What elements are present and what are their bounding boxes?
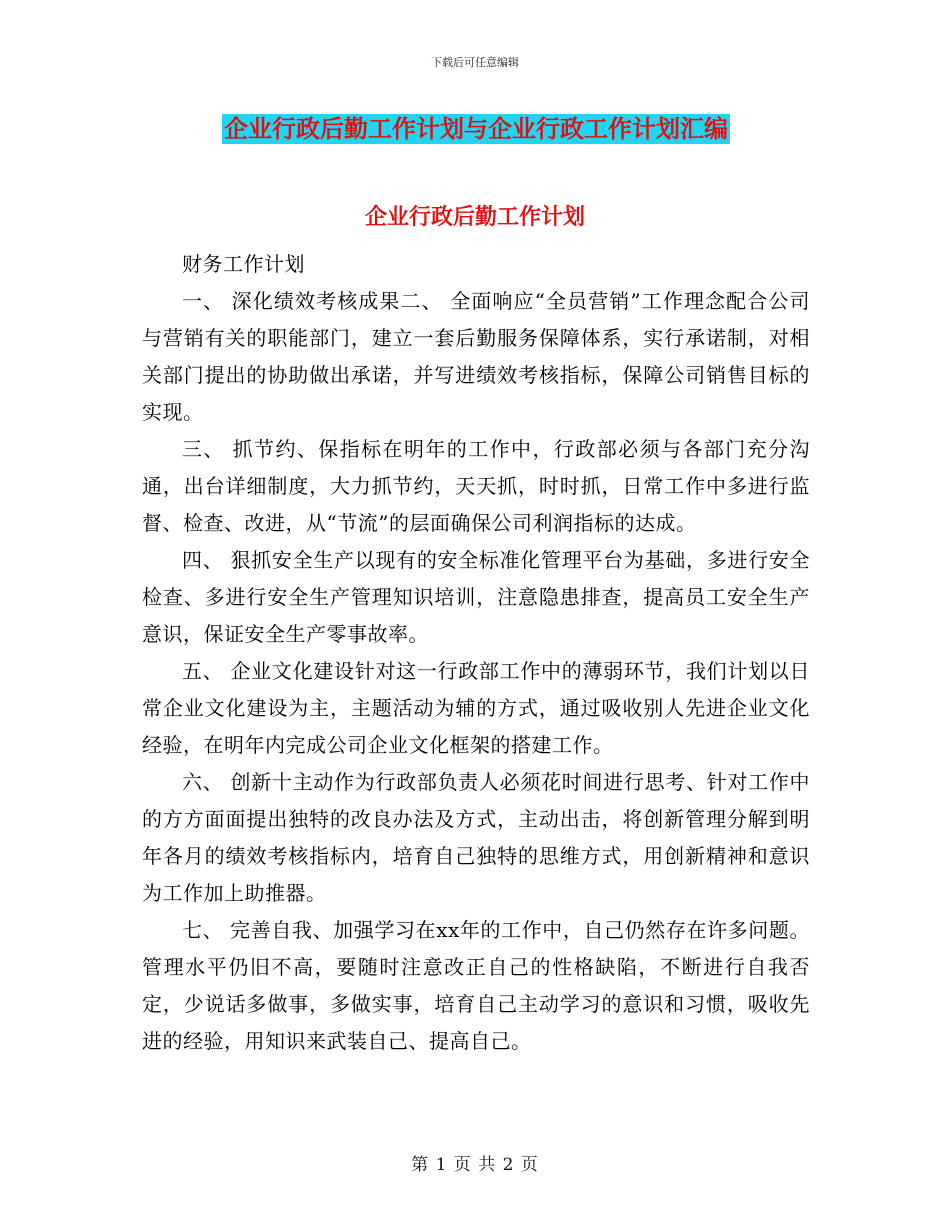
paragraph: 七、 完善自我、加强学习在xx年的工作中，自己仍然存在许多问题。管理水平仍旧不高，要随时注意改正自己的性格缺陷，不断进行自我否定，少说话多做事，多做实事，培育自己主动学习的意识和习惯，吸收先进的经验，用知识来武装自己、提高自己。 [142,918,810,1053]
paragraph: 四、 狠抓安全生产以现有的安全标准化管理平台为基础，多进行安全检查、多进行安全生产管理知识培训，注意隐患排查，提高员工安全生产意识，保证安全生产零事故率。 [142,548,810,646]
document-title: 企业行政后勤工作计划与企业行政工作计划汇编 [224,114,728,143]
document-body [142,246,810,1060]
paragraph: 五、 企业文化建设针对这一行政部工作中的薄弱环节，我们计划以日常企业文化建设为主，主题活动为辅的方式，通过吸收别人先进企业文化经验，在明年内完成公司企业文化框架的搭建工作。 [142,659,810,757]
header-note: 下载后可任意编辑 [431,56,519,69]
paragraph: 财务工作计划 [182,252,305,276]
section-title: 企业行政后勤工作计划 [364,204,585,230]
paragraph: 一、 深化绩效考核成果二、 全面响应“全员营销”工作理念配合公司与营销有关的职能部门，建立一套后勤服务保障体系，实行承诺制，对相关部门提出的协助做出承诺，并写进绩效考核指标，保障公司销售目标的实现。 [142,289,810,424]
page-footer: 第 1 页 共 2 页 [411,1155,539,1175]
paragraph: 六、 创新十主动作为行政部负责人必须花时间进行思考、针对工作中的方方面面提出独特的改良办法及方式，主动出击，将创新管理分解到明年各月的绩效考核指标内，培育自己独特的思维方式，用创新精神和意识为工作加上助推器。 [142,770,810,905]
paragraph: 三、 抓节约、保指标在明年的工作中，行政部必须与各部门充分沟通，出台详细制度，大力抓节约，天天抓，时时抓，日常工作中多进行监督、检查、改进，从“节流”的层面确保公司利润指标的达成。 [142,437,810,535]
